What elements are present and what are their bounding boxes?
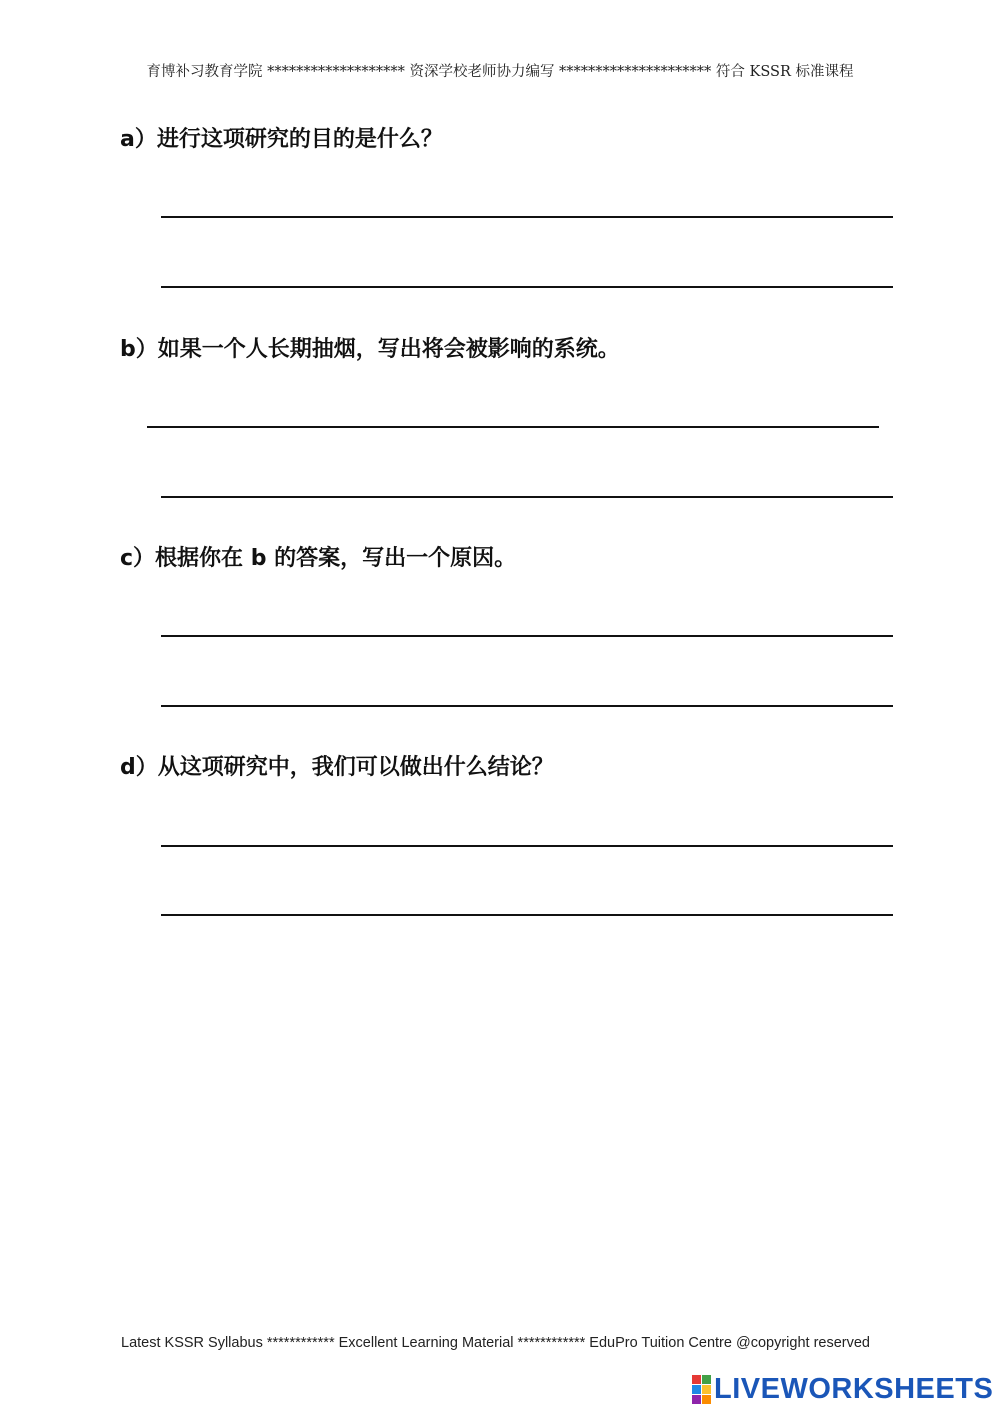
page-header: 育博补习教育学院 ******************* 资深学校老师协力编写 ********************* 符合 KSSR 标准课程	[146, 64, 854, 80]
logo-square	[692, 1375, 701, 1384]
liveworksheets-logo-icon	[692, 1375, 711, 1404]
question-d: d）从这项研究中，我们可以做出什么结论？	[120, 755, 554, 780]
question-c: c）根据你在 b 的答案，写出一个原因。	[120, 546, 517, 571]
answer-line-a2[interactable]	[161, 286, 893, 288]
answer-line-b1[interactable]	[147, 426, 879, 428]
logo-square	[692, 1385, 701, 1394]
logo-square	[702, 1395, 711, 1404]
answer-line-c2[interactable]	[161, 705, 893, 707]
answer-line-d2[interactable]	[161, 914, 893, 916]
answer-line-b2[interactable]	[161, 496, 893, 498]
question-a: a）进行这项研究的目的是什么？	[120, 127, 443, 152]
logo-square	[692, 1395, 701, 1404]
answer-line-a1[interactable]	[161, 216, 893, 218]
answer-line-d1[interactable]	[161, 845, 893, 847]
answer-line-c1[interactable]	[161, 635, 893, 637]
brand-name: LIVEWORKSHEETS	[714, 1372, 994, 1405]
logo-square	[702, 1375, 711, 1384]
liveworksheets-brand[interactable]	[692, 1372, 993, 1406]
page-footer: Latest KSSR Syllabus ************ Excellent Learning Material ************ EduPro Tuition Centre @copyright reserved	[121, 1335, 870, 1351]
logo-square	[702, 1385, 711, 1394]
question-b: b）如果一个人长期抽烟，写出将会被影响的系统。	[120, 337, 620, 362]
